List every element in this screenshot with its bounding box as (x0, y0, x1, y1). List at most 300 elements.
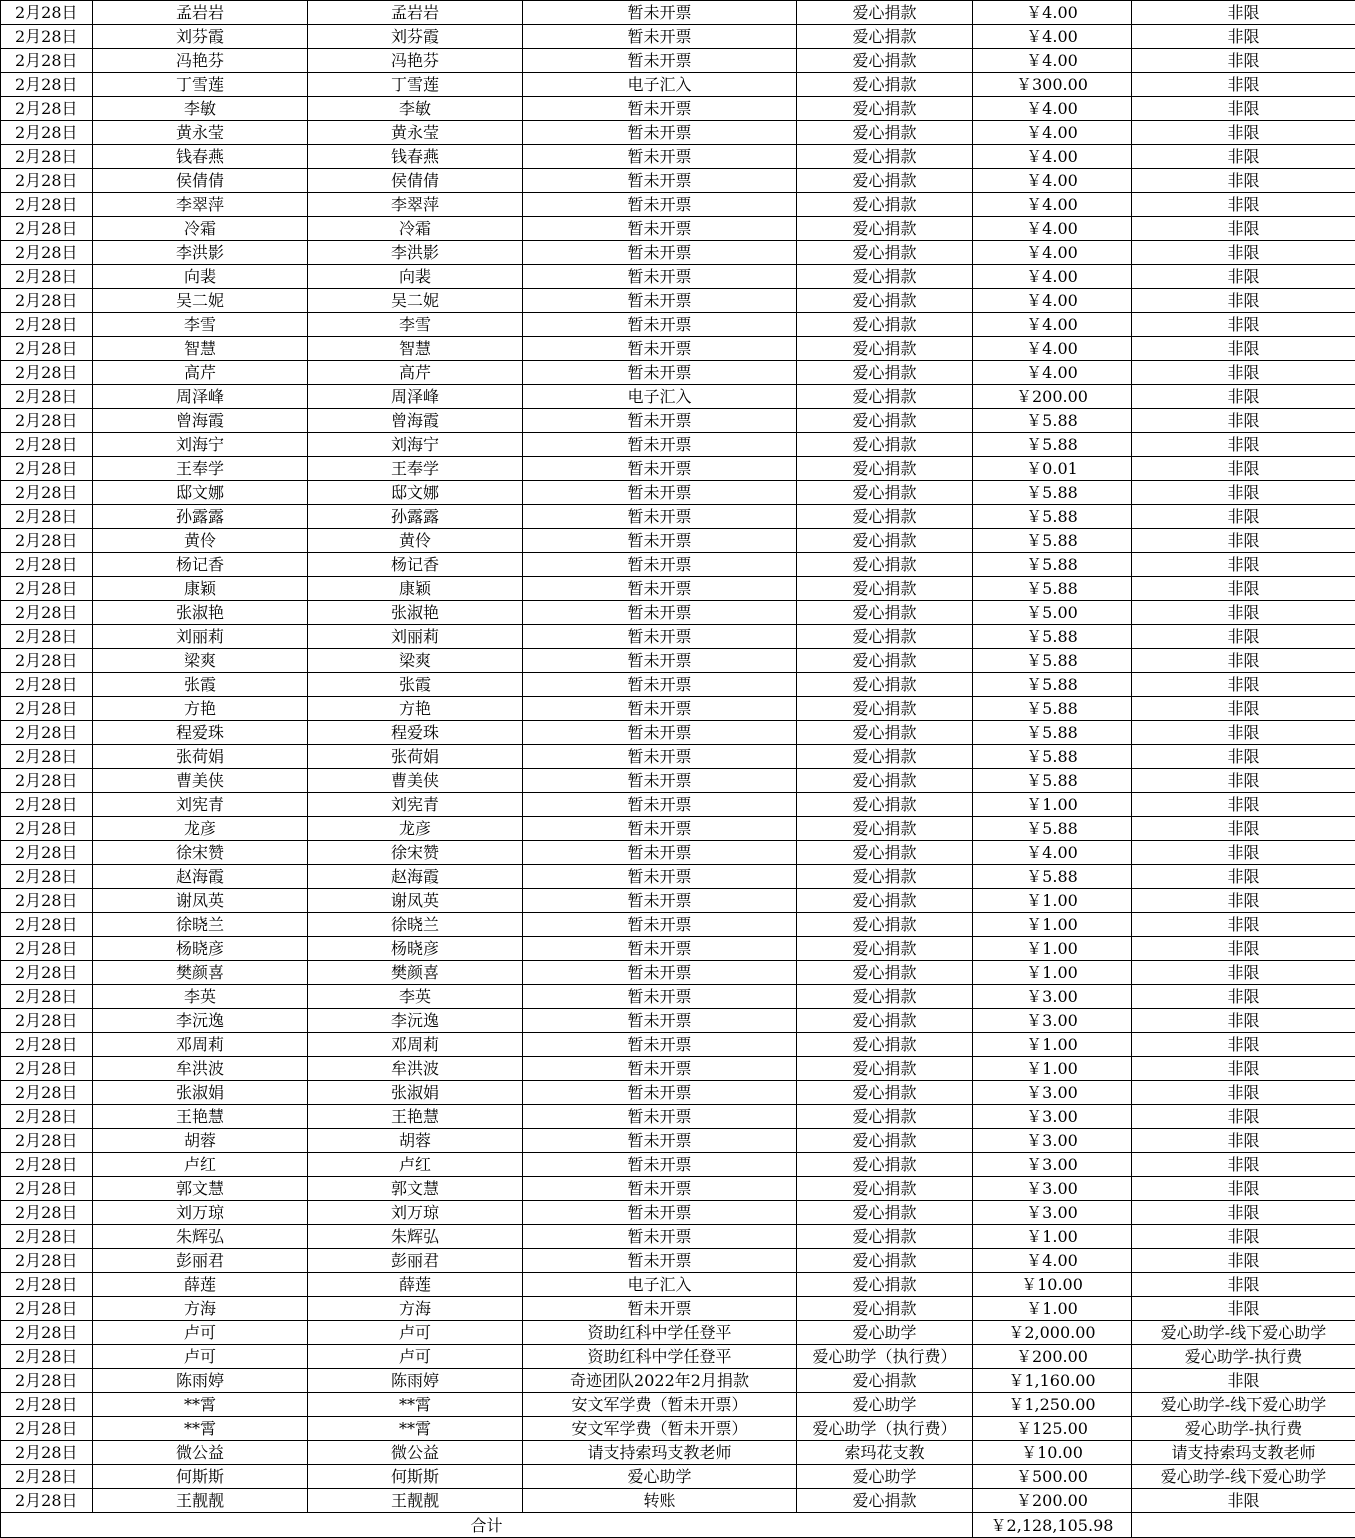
invoice-cell: 暂未开票 (523, 985, 797, 1009)
date-cell: 2月28日 (1, 1033, 93, 1057)
invoice-cell: 暂未开票 (523, 961, 797, 985)
amount-cell: ￥4.00 (973, 169, 1132, 193)
payer-name-cell: 向裴 (308, 265, 523, 289)
restriction-cell: 非限 (1132, 1033, 1355, 1057)
purpose-cell: 爱心捐款 (797, 625, 973, 649)
invoice-cell: 暂未开票 (523, 1081, 797, 1105)
purpose-cell: 爱心捐款 (797, 1297, 973, 1321)
donor-name-cell: 谢凤英 (93, 889, 308, 913)
date-cell: 2月28日 (1, 1321, 93, 1345)
invoice-cell: 资助红科中学任登平 (523, 1321, 797, 1345)
table-row (1, 193, 1355, 217)
amount-cell: ￥5.88 (973, 553, 1132, 577)
payer-name-cell: 侯倩倩 (308, 169, 523, 193)
payer-name-cell: 丁雪莲 (308, 73, 523, 97)
date-cell: 2月28日 (1, 985, 93, 1009)
donor-name-cell: 卢红 (93, 1153, 308, 1177)
payer-name-cell: 赵海霞 (308, 865, 523, 889)
donor-name-cell: 高芹 (93, 361, 308, 385)
amount-cell: ￥5.88 (973, 625, 1132, 649)
restriction-cell: 非限 (1132, 49, 1355, 73)
date-cell: 2月28日 (1, 217, 93, 241)
restriction-cell: 非限 (1132, 1057, 1355, 1081)
donor-name-cell: 张淑娟 (93, 1081, 308, 1105)
donor-name-cell: 龙彦 (93, 817, 308, 841)
payer-name-cell: 卢红 (308, 1153, 523, 1177)
invoice-cell: 暂未开票 (523, 505, 797, 529)
payer-name-cell: 梁爽 (308, 649, 523, 673)
purpose-cell: 爱心捐款 (797, 529, 973, 553)
purpose-cell: 索玛花支教 (797, 1441, 973, 1465)
date-cell: 2月28日 (1, 937, 93, 961)
purpose-cell: 爱心助学 (797, 1321, 973, 1345)
table-row (1, 265, 1355, 289)
table-row (1, 769, 1355, 793)
donor-name-cell: 方艳 (93, 697, 308, 721)
purpose-cell: 爱心捐款 (797, 985, 973, 1009)
date-cell: 2月28日 (1, 1153, 93, 1177)
donor-name-cell: 胡蓉 (93, 1129, 308, 1153)
purpose-cell: 爱心捐款 (797, 313, 973, 337)
date-cell: 2月28日 (1, 1393, 93, 1417)
date-cell: 2月28日 (1, 1009, 93, 1033)
date-cell: 2月28日 (1, 505, 93, 529)
invoice-cell: 暂未开票 (523, 193, 797, 217)
donor-name-cell: 智慧 (93, 337, 308, 361)
table-row (1, 1177, 1355, 1201)
date-cell: 2月28日 (1, 1345, 93, 1369)
purpose-cell: 爱心捐款 (797, 697, 973, 721)
donor-name-cell: 李英 (93, 985, 308, 1009)
table-row (1, 97, 1355, 121)
table-row (1, 241, 1355, 265)
table-row (1, 289, 1355, 313)
table-row (1, 745, 1355, 769)
payer-name-cell: 邸文娜 (308, 481, 523, 505)
payer-name-cell: 张霞 (308, 673, 523, 697)
restriction-cell: 非限 (1132, 673, 1355, 697)
amount-cell: ￥4.00 (973, 1249, 1132, 1273)
donor-name-cell: 康颖 (93, 577, 308, 601)
date-cell: 2月28日 (1, 1081, 93, 1105)
payer-name-cell: 黄伶 (308, 529, 523, 553)
donor-name-cell: 王靓靓 (93, 1489, 308, 1513)
restriction-cell: 非限 (1132, 577, 1355, 601)
invoice-cell: 暂未开票 (523, 217, 797, 241)
donor-name-cell: 张淑艳 (93, 601, 308, 625)
invoice-cell: 暂未开票 (523, 97, 797, 121)
invoice-cell: 暂未开票 (523, 913, 797, 937)
restriction-cell: 非限 (1132, 745, 1355, 769)
restriction-cell: 非限 (1132, 409, 1355, 433)
donor-name-cell: 邓周莉 (93, 1033, 308, 1057)
invoice-cell: 暂未开票 (523, 1105, 797, 1129)
donor-name-cell: 杨晓彦 (93, 937, 308, 961)
amount-cell: ￥3.00 (973, 985, 1132, 1009)
date-cell: 2月28日 (1, 97, 93, 121)
invoice-cell: 暂未开票 (523, 745, 797, 769)
purpose-cell: 爱心捐款 (797, 841, 973, 865)
invoice-cell: 暂未开票 (523, 673, 797, 697)
date-cell: 2月28日 (1, 625, 93, 649)
restriction-cell: 爱心助学-线下爱心助学 (1132, 1465, 1355, 1489)
amount-cell: ￥4.00 (973, 193, 1132, 217)
table-row (1, 457, 1355, 481)
restriction-cell: 非限 (1132, 1201, 1355, 1225)
invoice-cell: 资助红科中学任登平 (523, 1345, 797, 1369)
donor-name-cell: 钱春燕 (93, 145, 308, 169)
amount-cell: ￥4.00 (973, 217, 1132, 241)
donor-name-cell: 刘宪青 (93, 793, 308, 817)
restriction-cell: 非限 (1132, 1489, 1355, 1513)
payer-name-cell: 张淑娟 (308, 1081, 523, 1105)
date-cell: 2月28日 (1, 649, 93, 673)
purpose-cell: 爱心捐款 (797, 505, 973, 529)
purpose-cell: 爱心捐款 (797, 937, 973, 961)
restriction-cell: 非限 (1132, 433, 1355, 457)
purpose-cell: 爱心捐款 (797, 409, 973, 433)
restriction-cell: 非限 (1132, 337, 1355, 361)
amount-cell: ￥4.00 (973, 145, 1132, 169)
restriction-cell: 爱心助学-执行费 (1132, 1345, 1355, 1369)
date-cell: 2月28日 (1, 1417, 93, 1441)
amount-cell: ￥1.00 (973, 1225, 1132, 1249)
table-row (1, 1225, 1355, 1249)
restriction-cell: 非限 (1132, 265, 1355, 289)
donor-name-cell: 刘海宁 (93, 433, 308, 457)
amount-cell: ￥4.00 (973, 337, 1132, 361)
date-cell: 2月28日 (1, 73, 93, 97)
donor-name-cell: 刘丽莉 (93, 625, 308, 649)
payer-name-cell: 周泽峰 (308, 385, 523, 409)
restriction-cell: 非限 (1132, 1, 1355, 25)
date-cell: 2月28日 (1, 577, 93, 601)
table-row (1, 721, 1355, 745)
payer-name-cell: 钱春燕 (308, 145, 523, 169)
purpose-cell: 爱心捐款 (797, 289, 973, 313)
table-row (1, 313, 1355, 337)
amount-cell: ￥200.00 (973, 1489, 1132, 1513)
donor-name-cell: 李洪影 (93, 241, 308, 265)
invoice-cell: 电子汇入 (523, 73, 797, 97)
amount-cell: ￥1.00 (973, 793, 1132, 817)
date-cell: 2月28日 (1, 817, 93, 841)
amount-cell: ￥200.00 (973, 1345, 1132, 1369)
amount-cell: ￥4.00 (973, 313, 1132, 337)
payer-name-cell: 樊颜喜 (308, 961, 523, 985)
invoice-cell: 暂未开票 (523, 433, 797, 457)
table-row (1, 1441, 1355, 1465)
donor-name-cell: 黄永莹 (93, 121, 308, 145)
date-cell: 2月28日 (1, 433, 93, 457)
payer-name-cell: 李敏 (308, 97, 523, 121)
amount-cell: ￥10.00 (973, 1273, 1132, 1297)
date-cell: 2月28日 (1, 889, 93, 913)
table-row (1, 553, 1355, 577)
purpose-cell: 爱心捐款 (797, 265, 973, 289)
invoice-cell: 暂未开票 (523, 1, 797, 25)
table-row (1, 25, 1355, 49)
amount-cell: ￥3.00 (973, 1009, 1132, 1033)
invoice-cell: 暂未开票 (523, 793, 797, 817)
payer-name-cell: 孙露露 (308, 505, 523, 529)
purpose-cell: 爱心捐款 (797, 1489, 973, 1513)
payer-name-cell: 刘海宁 (308, 433, 523, 457)
payer-name-cell: 邓周莉 (308, 1033, 523, 1057)
date-cell: 2月28日 (1, 337, 93, 361)
donor-name-cell: 李翠萍 (93, 193, 308, 217)
invoice-cell: 暂未开票 (523, 889, 797, 913)
payer-name-cell: 薛莲 (308, 1273, 523, 1297)
invoice-cell: 暂未开票 (523, 721, 797, 745)
payer-name-cell: 李英 (308, 985, 523, 1009)
purpose-cell: 爱心捐款 (797, 481, 973, 505)
date-cell: 2月28日 (1, 745, 93, 769)
invoice-cell: 暂未开票 (523, 937, 797, 961)
restriction-cell: 非限 (1132, 1369, 1355, 1393)
amount-cell: ￥1.00 (973, 913, 1132, 937)
purpose-cell: 爱心捐款 (797, 817, 973, 841)
restriction-cell: 非限 (1132, 841, 1355, 865)
restriction-cell: 非限 (1132, 289, 1355, 313)
restriction-cell: 非限 (1132, 505, 1355, 529)
date-cell: 2月28日 (1, 601, 93, 625)
purpose-cell: 爱心助学（执行费） (797, 1345, 973, 1369)
invoice-cell: 暂未开票 (523, 697, 797, 721)
purpose-cell: 爱心捐款 (797, 1105, 973, 1129)
payer-name-cell: 李翠萍 (308, 193, 523, 217)
amount-cell: ￥5.88 (973, 529, 1132, 553)
donor-name-cell: 徐晓兰 (93, 913, 308, 937)
purpose-cell: 爱心捐款 (797, 1249, 973, 1273)
date-cell: 2月28日 (1, 169, 93, 193)
amount-cell: ￥5.88 (973, 745, 1132, 769)
table-row (1, 1249, 1355, 1273)
amount-cell: ￥5.88 (973, 697, 1132, 721)
purpose-cell: 爱心助学 (797, 1393, 973, 1417)
restriction-cell: 非限 (1132, 913, 1355, 937)
amount-cell: ￥500.00 (973, 1465, 1132, 1489)
invoice-cell: 转账 (523, 1489, 797, 1513)
invoice-cell: 电子汇入 (523, 1273, 797, 1297)
table-row (1, 1345, 1355, 1369)
restriction-cell: 非限 (1132, 553, 1355, 577)
table-row (1, 1465, 1355, 1489)
amount-cell: ￥3.00 (973, 1201, 1132, 1225)
payer-name-cell: **霄 (308, 1393, 523, 1417)
table-row (1, 217, 1355, 241)
donor-name-cell: 彭丽君 (93, 1249, 308, 1273)
date-cell: 2月28日 (1, 769, 93, 793)
donor-name-cell: 张霞 (93, 673, 308, 697)
payer-name-cell: 杨晓彦 (308, 937, 523, 961)
payer-name-cell: 微公益 (308, 1441, 523, 1465)
payer-name-cell: 郭文慧 (308, 1177, 523, 1201)
table-row (1, 1369, 1355, 1393)
purpose-cell: 爱心捐款 (797, 1033, 973, 1057)
restriction-cell: 非限 (1132, 1177, 1355, 1201)
donor-name-cell: 朱辉弘 (93, 1225, 308, 1249)
purpose-cell: 爱心捐款 (797, 97, 973, 121)
restriction-cell: 非限 (1132, 361, 1355, 385)
amount-cell: ￥4.00 (973, 289, 1132, 313)
purpose-cell: 爱心捐款 (797, 169, 973, 193)
restriction-cell: 非限 (1132, 601, 1355, 625)
purpose-cell: 爱心捐款 (797, 433, 973, 457)
table-row (1, 793, 1355, 817)
amount-cell: ￥5.88 (973, 481, 1132, 505)
amount-cell: ￥4.00 (973, 49, 1132, 73)
amount-cell: ￥5.88 (973, 865, 1132, 889)
invoice-cell: 电子汇入 (523, 385, 797, 409)
payer-name-cell: 曹美侠 (308, 769, 523, 793)
restriction-cell: 非限 (1132, 697, 1355, 721)
payer-name-cell: 康颖 (308, 577, 523, 601)
donor-name-cell: 何斯斯 (93, 1465, 308, 1489)
amount-cell: ￥5.88 (973, 409, 1132, 433)
table-row (1, 1417, 1355, 1441)
donor-name-cell: 冷霜 (93, 217, 308, 241)
table-row (1, 481, 1355, 505)
restriction-cell: 非限 (1132, 793, 1355, 817)
payer-name-cell: 黄永莹 (308, 121, 523, 145)
invoice-cell: 暂未开票 (523, 649, 797, 673)
donor-name-cell: 杨记香 (93, 553, 308, 577)
amount-cell: ￥5.88 (973, 817, 1132, 841)
date-cell: 2月28日 (1, 1273, 93, 1297)
invoice-cell: 暂未开票 (523, 1153, 797, 1177)
invoice-cell: 暂未开票 (523, 1033, 797, 1057)
invoice-cell: 暂未开票 (523, 1057, 797, 1081)
restriction-cell: 非限 (1132, 457, 1355, 481)
donor-name-cell: 徐宋赞 (93, 841, 308, 865)
donor-name-cell: 王奉学 (93, 457, 308, 481)
donor-name-cell: 薛莲 (93, 1273, 308, 1297)
table-row (1, 985, 1355, 1009)
amount-cell: ￥1.00 (973, 1033, 1132, 1057)
purpose-cell: 爱心捐款 (797, 361, 973, 385)
purpose-cell: 爱心助学（执行费） (797, 1417, 973, 1441)
payer-name-cell: 吴二妮 (308, 289, 523, 313)
invoice-cell: 暂未开票 (523, 337, 797, 361)
restriction-cell: 非限 (1132, 1129, 1355, 1153)
purpose-cell: 爱心捐款 (797, 49, 973, 73)
invoice-cell: 暂未开票 (523, 625, 797, 649)
table-row (1, 1321, 1355, 1345)
table-row (1, 505, 1355, 529)
payer-name-cell: 李沅逸 (308, 1009, 523, 1033)
purpose-cell: 爱心捐款 (797, 1177, 973, 1201)
date-cell: 2月28日 (1, 553, 93, 577)
table-row (1, 1129, 1355, 1153)
amount-cell: ￥4.00 (973, 841, 1132, 865)
date-cell: 2月28日 (1, 361, 93, 385)
date-cell: 2月28日 (1, 121, 93, 145)
purpose-cell: 爱心捐款 (797, 577, 973, 601)
restriction-cell: 非限 (1132, 817, 1355, 841)
table-row (1, 49, 1355, 73)
payer-name-cell: 张荷娟 (308, 745, 523, 769)
donor-name-cell: 梁爽 (93, 649, 308, 673)
table-row (1, 1081, 1355, 1105)
purpose-cell: 爱心助学 (797, 1465, 973, 1489)
table-row (1, 865, 1355, 889)
date-cell: 2月28日 (1, 1201, 93, 1225)
invoice-cell: 奇迹团队2022年2月捐款 (523, 1369, 797, 1393)
purpose-cell: 爱心捐款 (797, 865, 973, 889)
date-cell: 2月28日 (1, 1465, 93, 1489)
restriction-cell: 非限 (1132, 1105, 1355, 1129)
restriction-cell: 非限 (1132, 1081, 1355, 1105)
invoice-cell: 暂未开票 (523, 145, 797, 169)
table-row (1, 961, 1355, 985)
restriction-cell: 非限 (1132, 97, 1355, 121)
date-cell: 2月28日 (1, 793, 93, 817)
table-row (1, 673, 1355, 697)
date-cell: 2月28日 (1, 1225, 93, 1249)
table-row (1, 1, 1355, 25)
amount-cell: ￥1.00 (973, 937, 1132, 961)
invoice-cell: 暂未开票 (523, 289, 797, 313)
invoice-cell: 暂未开票 (523, 457, 797, 481)
table-row (1, 433, 1355, 457)
donor-name-cell: 陈雨婷 (93, 1369, 308, 1393)
payer-name-cell: **霄 (308, 1417, 523, 1441)
table-row (1, 601, 1355, 625)
purpose-cell: 爱心捐款 (797, 1201, 973, 1225)
amount-cell: ￥4.00 (973, 97, 1132, 121)
donor-name-cell: 方海 (93, 1297, 308, 1321)
invoice-cell: 暂未开票 (523, 1225, 797, 1249)
payer-name-cell: 孟岩岩 (308, 1, 523, 25)
invoice-cell: 暂未开票 (523, 1297, 797, 1321)
restriction-cell: 非限 (1132, 121, 1355, 145)
amount-cell: ￥200.00 (973, 385, 1132, 409)
invoice-cell: 暂未开票 (523, 817, 797, 841)
payer-name-cell: 王靓靓 (308, 1489, 523, 1513)
restriction-cell: 非限 (1132, 1273, 1355, 1297)
date-cell: 2月28日 (1, 385, 93, 409)
amount-cell: ￥4.00 (973, 241, 1132, 265)
purpose-cell: 爱心捐款 (797, 961, 973, 985)
invoice-cell: 暂未开票 (523, 49, 797, 73)
purpose-cell: 爱心捐款 (797, 889, 973, 913)
payer-name-cell: 李雪 (308, 313, 523, 337)
date-cell: 2月28日 (1, 265, 93, 289)
restriction-cell: 爱心助学-执行费 (1132, 1417, 1355, 1441)
donor-name-cell: 孟岩岩 (93, 1, 308, 25)
ledger-body (1, 1, 1355, 1513)
invoice-cell: 暂未开票 (523, 241, 797, 265)
purpose-cell: 爱心捐款 (797, 721, 973, 745)
date-cell: 2月28日 (1, 841, 93, 865)
donor-name-cell: 微公益 (93, 1441, 308, 1465)
restriction-cell: 非限 (1132, 1249, 1355, 1273)
invoice-cell: 暂未开票 (523, 865, 797, 889)
payer-name-cell: 智慧 (308, 337, 523, 361)
restriction-cell: 请支持索玛支教老师 (1132, 1441, 1355, 1465)
table-row (1, 409, 1355, 433)
invoice-cell: 暂未开票 (523, 169, 797, 193)
invoice-cell: 暂未开票 (523, 769, 797, 793)
payer-name-cell: 刘万琼 (308, 1201, 523, 1225)
table-row (1, 145, 1355, 169)
purpose-cell: 爱心捐款 (797, 1, 973, 25)
invoice-cell: 暂未开票 (523, 577, 797, 601)
donor-name-cell: 曹美侠 (93, 769, 308, 793)
donor-name-cell: 刘万琼 (93, 1201, 308, 1225)
amount-cell: ￥5.00 (973, 601, 1132, 625)
